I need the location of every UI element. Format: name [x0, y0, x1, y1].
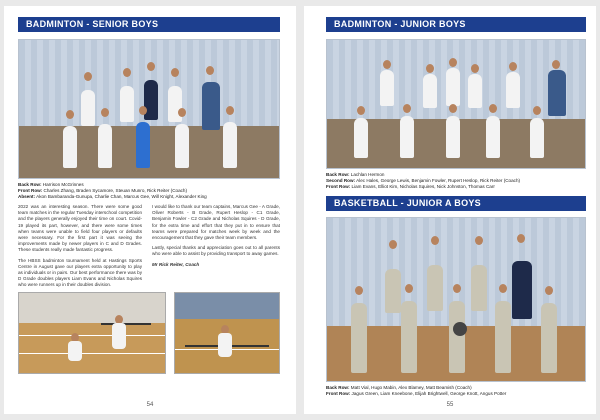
back-row-names: Harrison McGrinnes: [42, 182, 84, 187]
second-row-names: Alec Hales, George Lewis, Benjamin Fowler, Rupert Heslop, Rick Reiter (Coach): [356, 178, 521, 183]
page-number-left: 54: [146, 402, 154, 408]
paragraph: The HBSS badminton tournament held at Hastings Sports Centre in August gave our players extra opportunity to play as individuals or in pairs. Our best performance there was by D Grade doubles players Liam Evans and Nicholas Squires who were runners up in their doubles division.: [18, 257, 142, 288]
senior-boys-caption: [18, 182, 280, 200]
basketball-junior-a-title: BASKETBALL - JUNIOR A BOYS: [326, 196, 586, 211]
front-row-names: Charles Zhang, Braden Sycamore, Steuan Munro, Rick Reiter (Coach): [43, 188, 188, 193]
left-page: [4, 6, 296, 414]
paragraph: I would like to thank our team captains, Marcus Gee - A Grade, Oliver Roberts - B Grade, Rupert Heslop - C1 Grade, Benjamin Fowler - C2 Grade and Nicholas Squires - D Grade, for the extra time and effort that they put in to ensure that teams were prepared for matches week by week and the encouragement that they gave their team members.: [152, 204, 280, 241]
front-row-label: Front Row:: [18, 188, 43, 193]
back-row-label: Back Row:: [326, 385, 350, 390]
front-row-names: Liam Evans, Elliot Kim, Nicholas Squires, Nick Johnston, Thomas Carr: [351, 184, 495, 189]
back-row-label: Back Row:: [326, 172, 350, 177]
junior-boys-caption: [326, 172, 586, 190]
badminton-action-photo-1: [18, 292, 166, 374]
basketball-caption: [326, 385, 586, 397]
report-column-2: [152, 204, 280, 272]
senior-boys-title: BADMINTON - SENIOR BOYS: [18, 17, 280, 32]
page-number-right: 55: [446, 402, 454, 408]
second-row-label: Second Row:: [326, 178, 356, 183]
back-row-names: Matt Vial, Hugo Mabin, Alex Blamey, Matt Beamish (Coach): [350, 385, 472, 390]
basketball-icon: [453, 322, 467, 336]
junior-boys-title: BADMINTON - JUNIOR BOYS: [326, 17, 586, 32]
report-column-1: [18, 204, 142, 293]
back-row-label: Back Row:: [18, 182, 42, 187]
right-page: [304, 6, 596, 414]
junior-boys-team-photo: [326, 39, 586, 169]
basketball-team-photo: [326, 217, 586, 382]
paragraph: 2022 was an interesting season. There were some good team matches in the regular Tuesday interschool competition and the players generally enjoyed their time on court. Covid-19 played its part, however, and there were some times when teams were unable to field four players or defaults were necessary. For the first part it was seeing the improvements made by newer players in C and D Grades. These students really made fantastic progress.: [18, 204, 142, 253]
badminton-action-photo-2: [174, 292, 280, 374]
senior-boys-team-photo: [18, 39, 280, 179]
absent-label: Absent:: [18, 194, 36, 199]
back-row-names: Lachlan Hermon: [350, 172, 385, 177]
front-row-names: Jagus Green, Liam Kneebone, Elijah Brightwell, George Knott, Angus Potter: [351, 391, 507, 396]
absent-names: Akon Bambaranda-Gunupa, Charlie Chan, Marcus Gee, Will Knight, Alexander King: [36, 194, 207, 199]
paragraph: Lastly, special thanks and appreciation goes out to all parents who were able to assist by providing transport to away games.: [152, 245, 280, 257]
front-row-label: Front Row:: [326, 184, 351, 189]
front-row-label: Front Row:: [326, 391, 351, 396]
coach-signature: Mr Rick Reiter, Coach: [152, 261, 200, 267]
